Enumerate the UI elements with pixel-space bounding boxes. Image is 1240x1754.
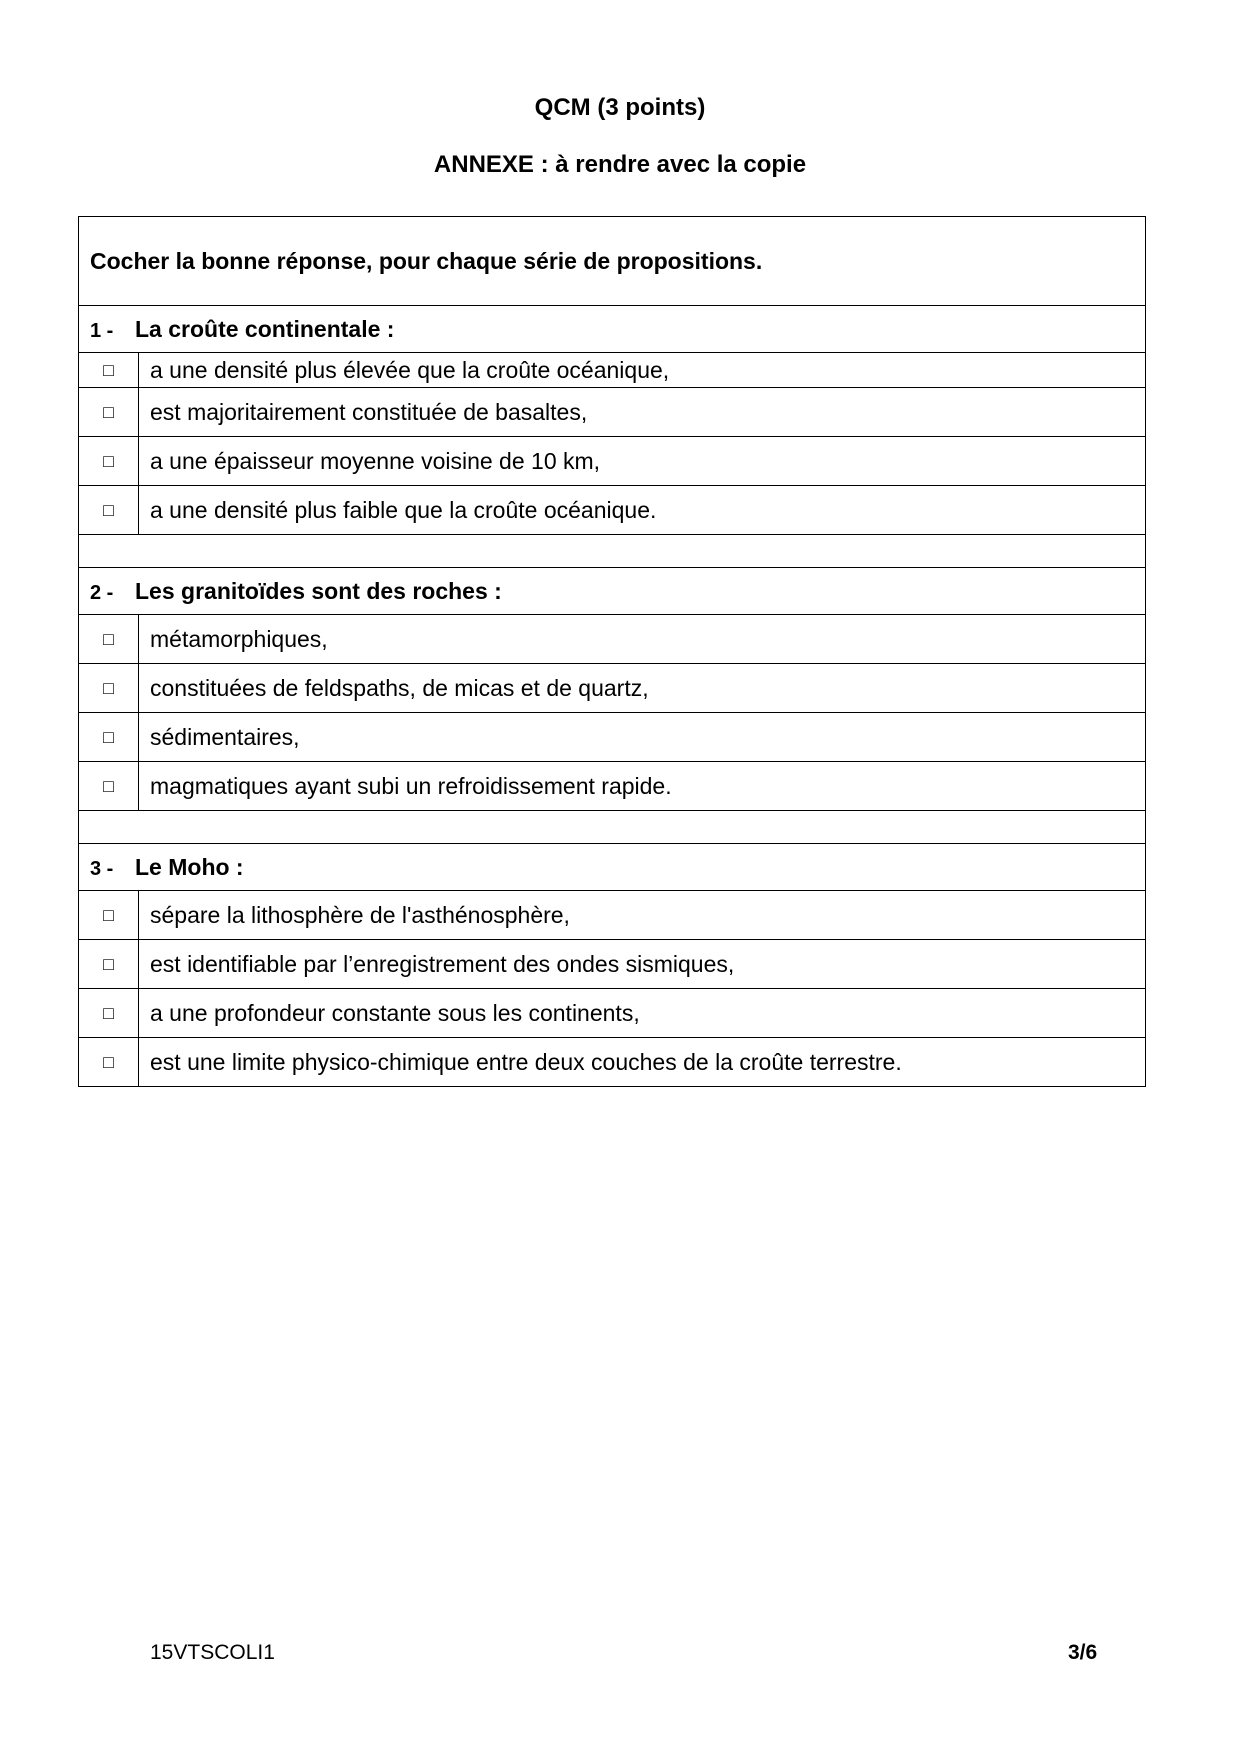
instruction: Cocher la bonne réponse, pour chaque série de propositions.	[79, 217, 1146, 306]
checkbox[interactable]: □	[79, 762, 139, 811]
option-label: sépare la lithosphère de l'asthénosphère,	[139, 891, 1146, 940]
checkbox[interactable]: □	[79, 486, 139, 535]
question-heading	[79, 844, 1146, 891]
option-label: sédimentaires,	[139, 713, 1146, 762]
spacer-row	[79, 535, 1146, 568]
option-label: est une limite physico-chimique entre deux couches de la croûte terrestre.	[139, 1038, 1146, 1087]
spacer-row	[79, 811, 1146, 844]
option-label: a une densité plus faible que la croûte océanique.	[139, 486, 1146, 535]
page-number: 3/6	[1068, 1641, 1098, 1664]
page-subtitle: ANNEXE : à rendre avec la copie	[433, 151, 807, 178]
option-label: est majoritairement constituée de basaltes,	[139, 388, 1146, 437]
checkbox[interactable]: □	[79, 989, 139, 1038]
page-title: QCM (3 points)	[534, 94, 706, 121]
checkbox[interactable]: □	[79, 664, 139, 713]
question-heading	[79, 306, 1146, 353]
option-label: magmatiques ayant subi un refroidissement rapide.	[139, 762, 1146, 811]
question-number: 1 -	[90, 319, 114, 342]
qcm-table	[78, 216, 1146, 1087]
option-label: a une épaisseur moyenne voisine de 10 km,	[139, 437, 1146, 486]
checkbox[interactable]: □	[79, 388, 139, 437]
checkbox[interactable]: □	[79, 437, 139, 486]
checkbox[interactable]: □	[79, 1038, 139, 1087]
option-label: constituées de feldspaths, de micas et de quartz,	[139, 664, 1146, 713]
checkbox[interactable]: □	[79, 713, 139, 762]
question-number: 2 -	[90, 581, 114, 604]
option-label: a une densité plus élevée que la croûte océanique,	[139, 353, 1146, 388]
option-label: a une profondeur constante sous les continents,	[139, 989, 1146, 1038]
question-title: La croûte continentale :	[135, 315, 395, 342]
question-title: Les granitoïdes sont des roches :	[135, 577, 502, 604]
question-number: 3 -	[90, 857, 114, 880]
checkbox[interactable]: □	[79, 940, 139, 989]
checkbox[interactable]: □	[79, 891, 139, 940]
document-reference: 15VTSCOLI1	[150, 1641, 275, 1664]
checkbox[interactable]: □	[79, 353, 139, 388]
question-title: Le Moho :	[135, 853, 244, 880]
option-label: est identifiable par l’enregistrement des ondes sismiques,	[139, 940, 1146, 989]
checkbox[interactable]: □	[79, 615, 139, 664]
question-heading	[79, 568, 1146, 615]
option-label: métamorphiques,	[139, 615, 1146, 664]
